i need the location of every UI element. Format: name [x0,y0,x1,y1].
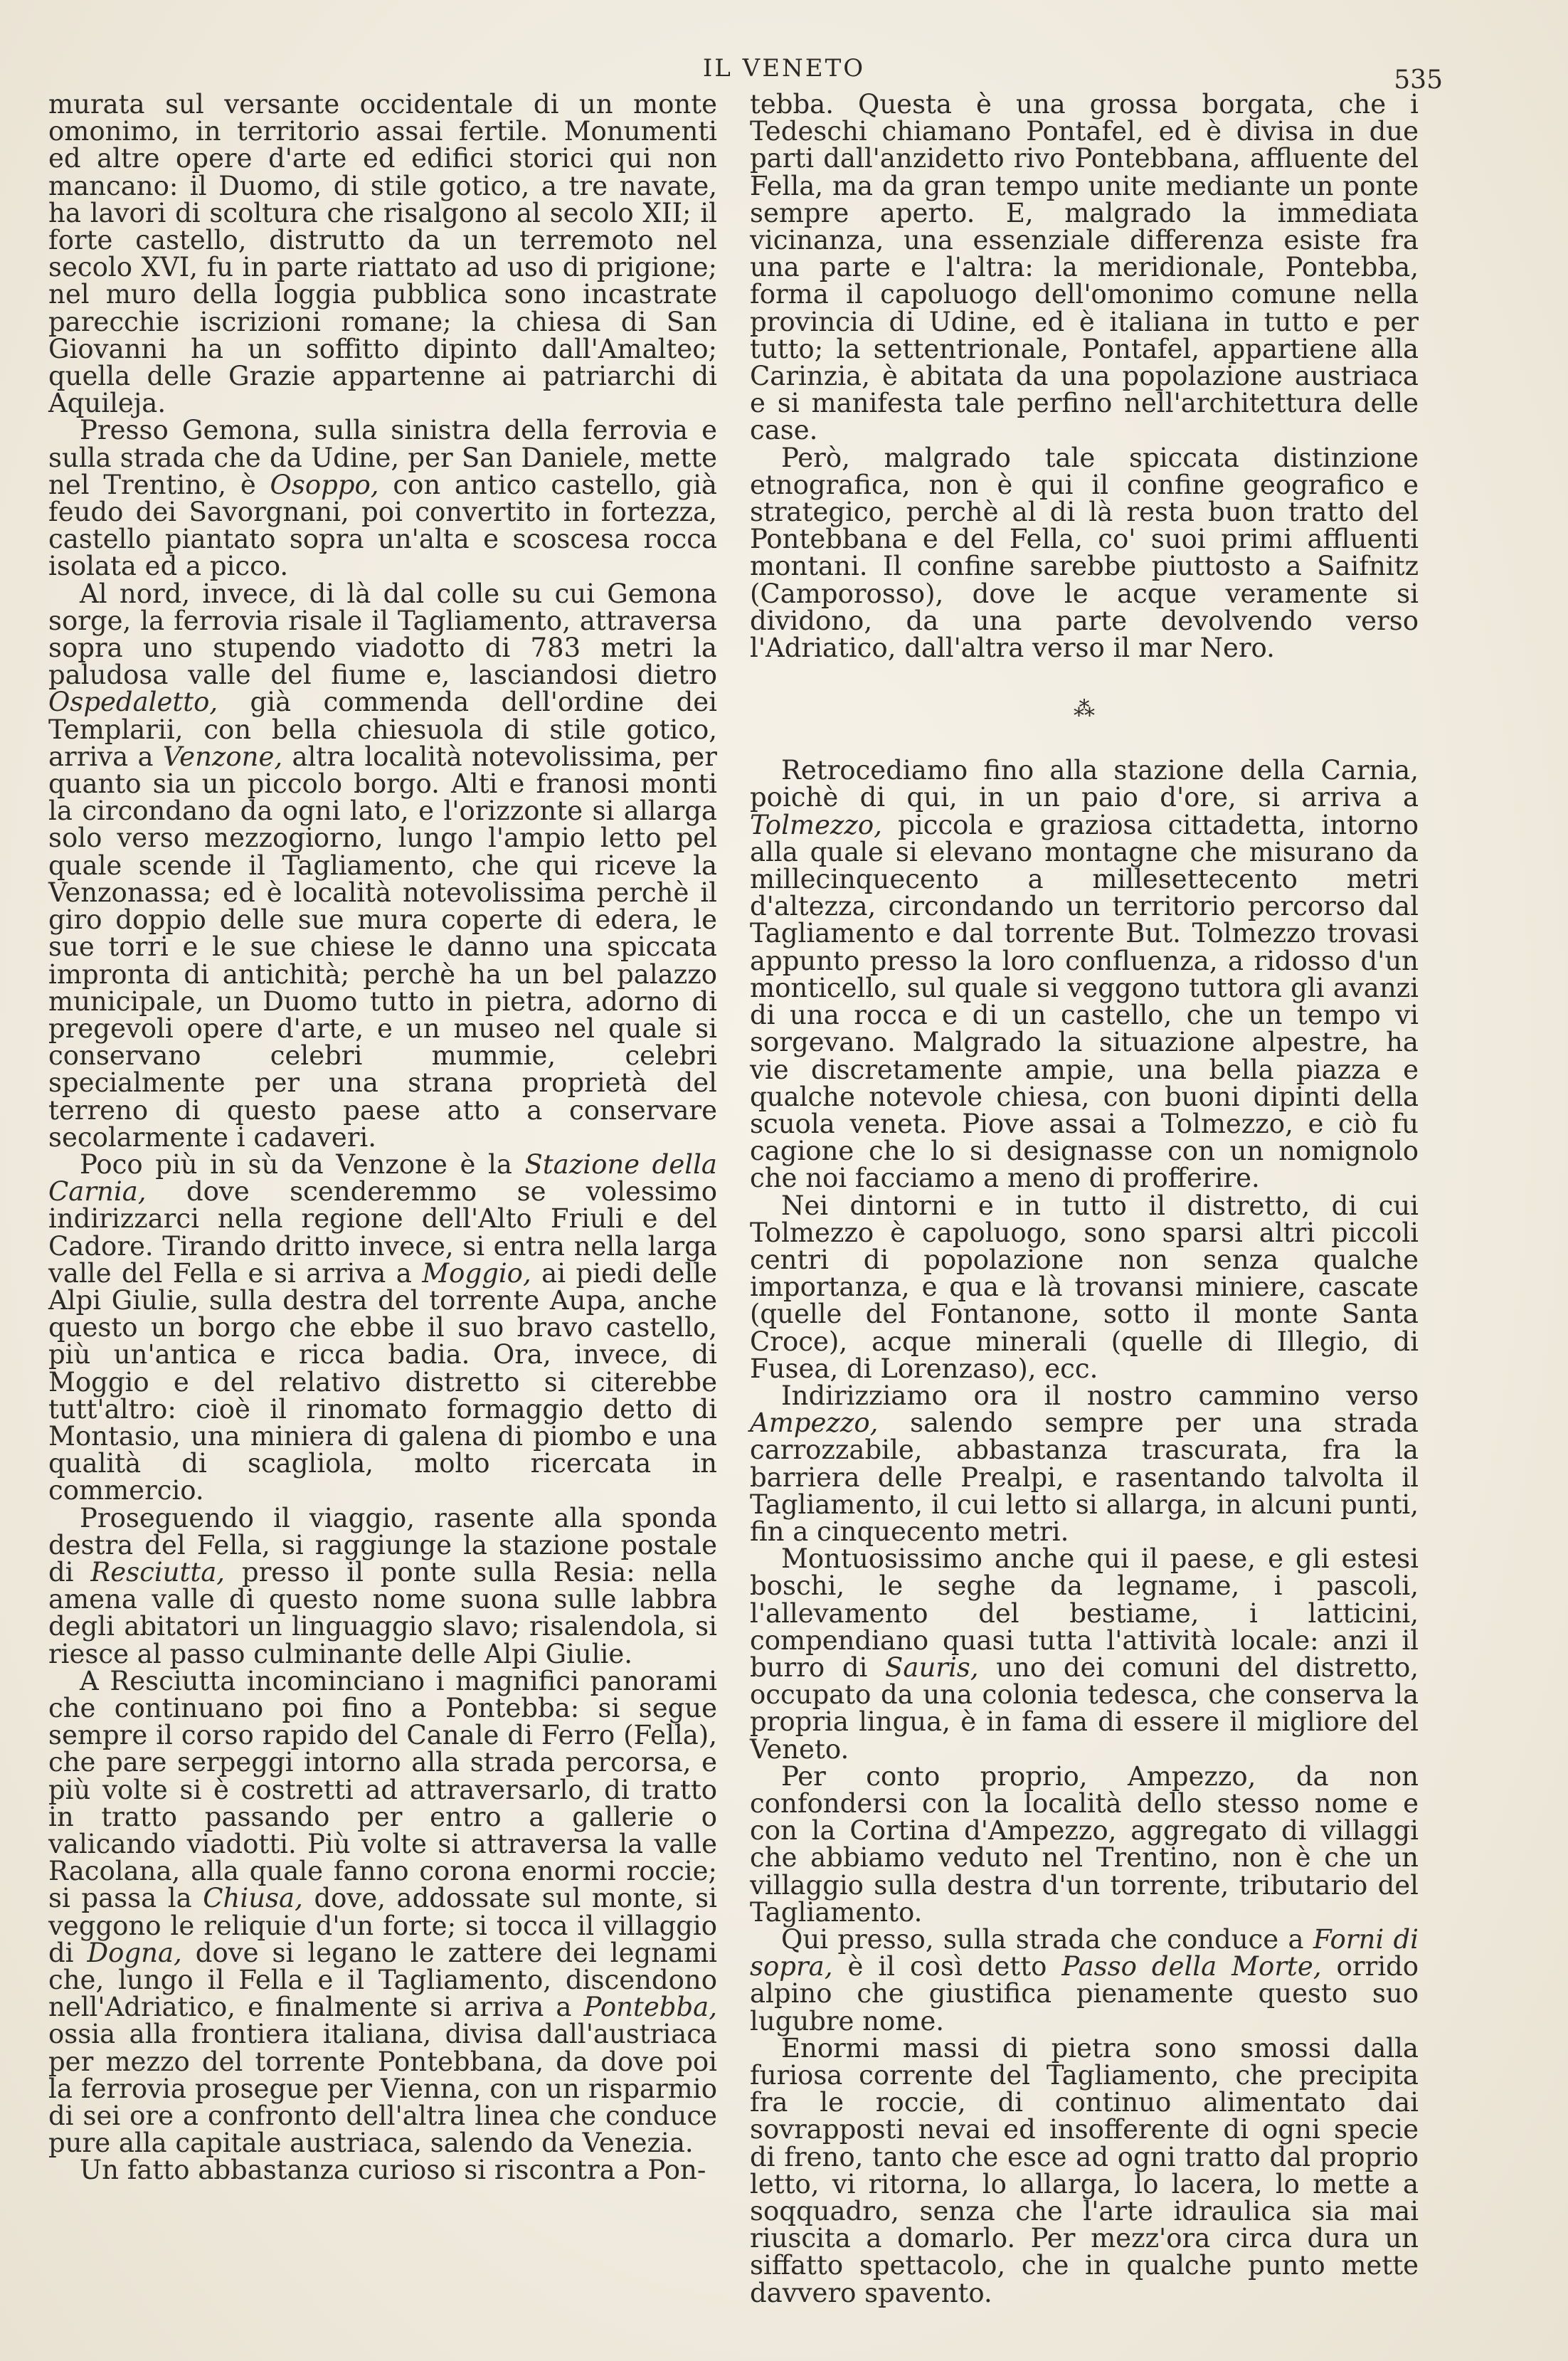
place-name: Pontebba, [583,1992,717,2023]
paragraph: Retrocediamo fino alla stazione della Carnia, poichè di qui, in un paio d'ore, si arriva a Tolmezzo, piccola e graziosa cittadetta, intorno alla quale si elevano montagne che misurano da millecinquecento a millesettecento metri d'altezza, circondando un territorio percorso dal Tagliamento e dal torrente But. Tolmezzo trovasi appunto presso la loro confluenza, a ridosso d'un monticello, sul quale si veggono tuttora gli avanzi di una rocca e di un castello, che un tempo vi sorgevano. Malgrado la situazione alpestre, ha vie discretamente ampie, una bella piazza e qualche notevole chiesa, con buoni dipinti della scuola veneta. Piove assai a Tolmezzo, e ciò fu cagione che lo si designasse con un nomignolo che noi facciamo a meno di profferire. [750,755,1419,1194]
place-name: Ampezzo, [750,1407,879,1439]
place-name: Tolmezzo, [750,809,882,840]
place-name: Dogna, [87,1937,182,1968]
paragraph: Però, malgrado tale spiccata distinzione etnografica, non è qui il confine geografico e strategico, perchè al di là resta buon tratto del Pontebbana e del Fella, co' suoi primi affluenti montani. Il confine sarebbe piuttosto a Saifnitz (Camporosso), dove le acque veramente si dividono, da una parte devolvendo verso l'Adriatico, dall'altra verso il mar Nero. [750,442,1419,664]
paragraph: A Resciutta incominciano i magnifici panorami che continuano poi fino a Pontebba: si segue sempre il corso rapido del Canale di Ferro (Fella), che pare serpeggi intorno alla strada percorsa, e più volte si è costretti ad attraversarlo, di tratto in tratto passando per entro a gallerie o valicando viadotti. Più volte si attraversa la valle Racolana, alla quale fanno corona enormi roccie; si passa la Chiusa, dove, addossate sul monte, si veggono le reliquie d'un forte; si tocca il villaggio di Dogna, dove si legano le zattere dei legnami che, lungo il Fella e il Tagliamento, discendono nell'Adriatico, e finalmente si arriva a Pontebba, ossia alla frontiera italiana, divisa dall'austriaca per mezzo del torrente Pontebbana, da dove poi la ferrovia prosegue per Vienna, con un risparmio di sei ore a confronto dell'altra linea che conduce pure alla capitale austriaca, salendo da Venezia. [48,1665,717,2159]
paragraph: Qui presso, sulla strada che conduce a Forni di sopra, è il così detto Passo della Morte, orrido alpino che giustifica pienamente questo suo lugubre nome. [750,1924,1419,2037]
paragraph: Montuosissimo anche qui il paese, e gli estesi boschi, le seghe da legname, i pascoli, l'allevamento del bestiame, i latticini, compendiano quasi tutta l'attività locale: anzi il burro di Sauris, uno dei comuni del distretto, occupato da una colonia tedesca, che conserva la propria lingua, è in fama di essere il migliore del Veneto. [750,1543,1419,1765]
paragraph: Presso Gemona, sulla sinistra della ferrovia e sulla strada che da Udine, per San Daniele, mette nel Trentino, è Osoppo, con antico castello, già feudo dei Savorgnani, poi convertito in fortezza, castello piantato sopra un'alta e scoscesa rocca isolata ed a picco. [48,415,717,582]
place-name: Stazione della Carnia, [48,1148,717,1208]
place-name: Ospedaletto, [48,687,218,718]
left-column [48,91,717,2185]
paragraph: tebba. Questa è una grossa borgata, che i Tedeschi chiamano Pontafel, ed è divisa in due parti dall'anzidetto rivo Pontebbana, affluente del Fella, ma da gran tempo unite mediante un ponte sempre aperto. E, malgrado la immediata vicinanza, una essenziale differenza esiste fra una parte e l'altra: la meridionale, Pontebba, forma il capoluogo dell'omonimo comune nella provincia di Udine, ed è italiana in tutto e per tutto; la settentrionale, Pontafel, appartiene alla Carinzia, è abitata da una popolazione austriaca e si manifesta tale perfino nell'architettura delle case. [750,89,1419,446]
running-title: IL VENETO [702,54,866,83]
page-number: 535 [1394,65,1443,95]
place-name: Moggio, [422,1257,531,1289]
place-name: Osoppo, [270,469,379,500]
section-ornament: ⁂ [1074,697,1095,722]
paragraph: Al nord, invece, di là dal colle su cui Gemona sorge, la ferrovia risale il Tagliamento, attraversa sopra uno stupendo viadotto di 783 metri la paludosa valle del fiume e, lasciandosi dietro Ospedaletto, già commenda dell'ordine dei Templarii, con bella chiesuola di stile gotico, arriva a Venzone, altra località notevolissima, per quanto sia un piccolo borgo. Alti e franosi monti la circondano da ogni lato, e l'orizzonte si allarga solo verso mezzogiorno, lungo l'ampio letto pel quale scende il Tagliamento, che qui riceve la Venzonassa; ed è località notevolissima perchè il giro doppio delle sue mura coperte di edera, le sue torri e le sue chiese le danno una spiccata impronta di antichità; perchè ha un bel palazzo municipale, un Duomo tutto in pietra, adorno di pregevoli opere d'arte, e un museo nel quale si conservano celebri mummie, celebri specialmente per una strana proprietà del terreno di questo paese atto a conservare secolarmente i cadaveri. [48,578,717,1153]
place-name: Forni di sopra, [750,1924,1419,1982]
paragraph: Un fatto abbastanza curioso si riscontra a Pon- [80,2155,706,2186]
paragraph: Nei dintorni e in tutto il distretto, di cui Tolmezzo è capoluogo, sono sparsi altri piccoli centri di popolazione non senza qualche importanza, e qua e là trovansi miniere, cascate (quelle del Fontanone, sotto il monte Santa Croce), acque minerali (quelle di Illegio, di Fusea, di Lorenzaso), ecc. [750,1190,1419,1384]
paragraph: murata sul versante occidentale di un monte omonimo, in territorio assai fertile. Monumenti ed altre opere d'arte ed edifici storici qui non mancano: il Duomo, di stile gotico, a tre navate, ha lavori di scoltura che risalgono al secolo XII; il forte castello, distrutto da un terremoto nel secolo XVI, fu in parte riattato ad uso di prigione; nel muro della loggia pubblica sono incastrate parecchie iscrizioni romane; la chiesa di San Giovanni ha un soffitto dipinto dall'Amalteo; quella delle Grazie appartenne ai patriarchi di Aquileja. [48,89,717,419]
place-name: Chiusa, [203,1883,303,1914]
place-name: Venzone, [162,741,283,772]
paragraph: Poco più in sù da Venzone è la Stazione della Carnia, dove scenderemmo se volessimo indirizzarci nella regione dell'Alto Friuli e del Cadore. Tirando dritto invece, si entra nella larga valle del Fella e si arriva a Moggio, ai piedi delle Alpi Giulie, sulla destra del torrente Aupa, anche questo un borgo che ebbe il suo bravo castello, più un'antica e ricca badia. Ora, invece, di Moggio e del relativo distretto si citerebbe tutt'altro: cioè il rinomato formaggio detto di Montasio, una miniera di galena di piombo e una qualità di scagliola, molto ricercata in commercio. [48,1148,717,1506]
paragraph: Indirizziamo ora il nostro cammino verso Ampezzo, salendo sempre per una strada carrozzabile, abbastanza trascurata, fra la barriera delle Prealpi, e rasentando talvolta il Tagliamento, il cui letto si allarga, in alcuni punti, fin a cinquecento metri. [750,1380,1419,1547]
place-name: Resciutta, [90,1556,226,1588]
paragraph: Proseguendo il viaggio, rasente alla sponda destra del Fella, si raggiunge la stazione postale di Resciutta, presso il ponte sulla Resia: nella amena valle di questo nome suona sulle labbra degli abitatori un linguaggio slavo; risalendola, si riesce al passo culminante delle Alpi Giulie. [48,1502,717,1669]
paragraph: Per conto proprio, Ampezzo, da non confondersi con la località dello stesso nome e con la Cortina d'Ampezzo, aggregato di villaggi che abbiamo veduto nel Trentino, non è che un villaggio sulla destra d'un torrente, tributario del Tagliamento. [750,1760,1419,1928]
right-column [750,91,1419,2307]
place-name: Passo della Morte, [1061,1951,1322,1982]
place-name: Sauris, [885,1652,979,1683]
paragraph: Enormi massi di pietra sono smossi dalla furiosa corrente del Tagliamento, che precipita fra le roccie, di continuo alimentato dai sovrapposti nevai ed insofferente di ogni specie di freno, tanto che esce ad ogni tratto dal proprio letto, vi ritorna, lo allarga, lo lacera, lo mette a soqquadro, senza che l'arte idraulica sia mai riuscita a domarlo. Per mezz'ora circa dura un siffatto spettacolo, che in qualche punto mette davvero spavento. [750,2032,1419,2308]
